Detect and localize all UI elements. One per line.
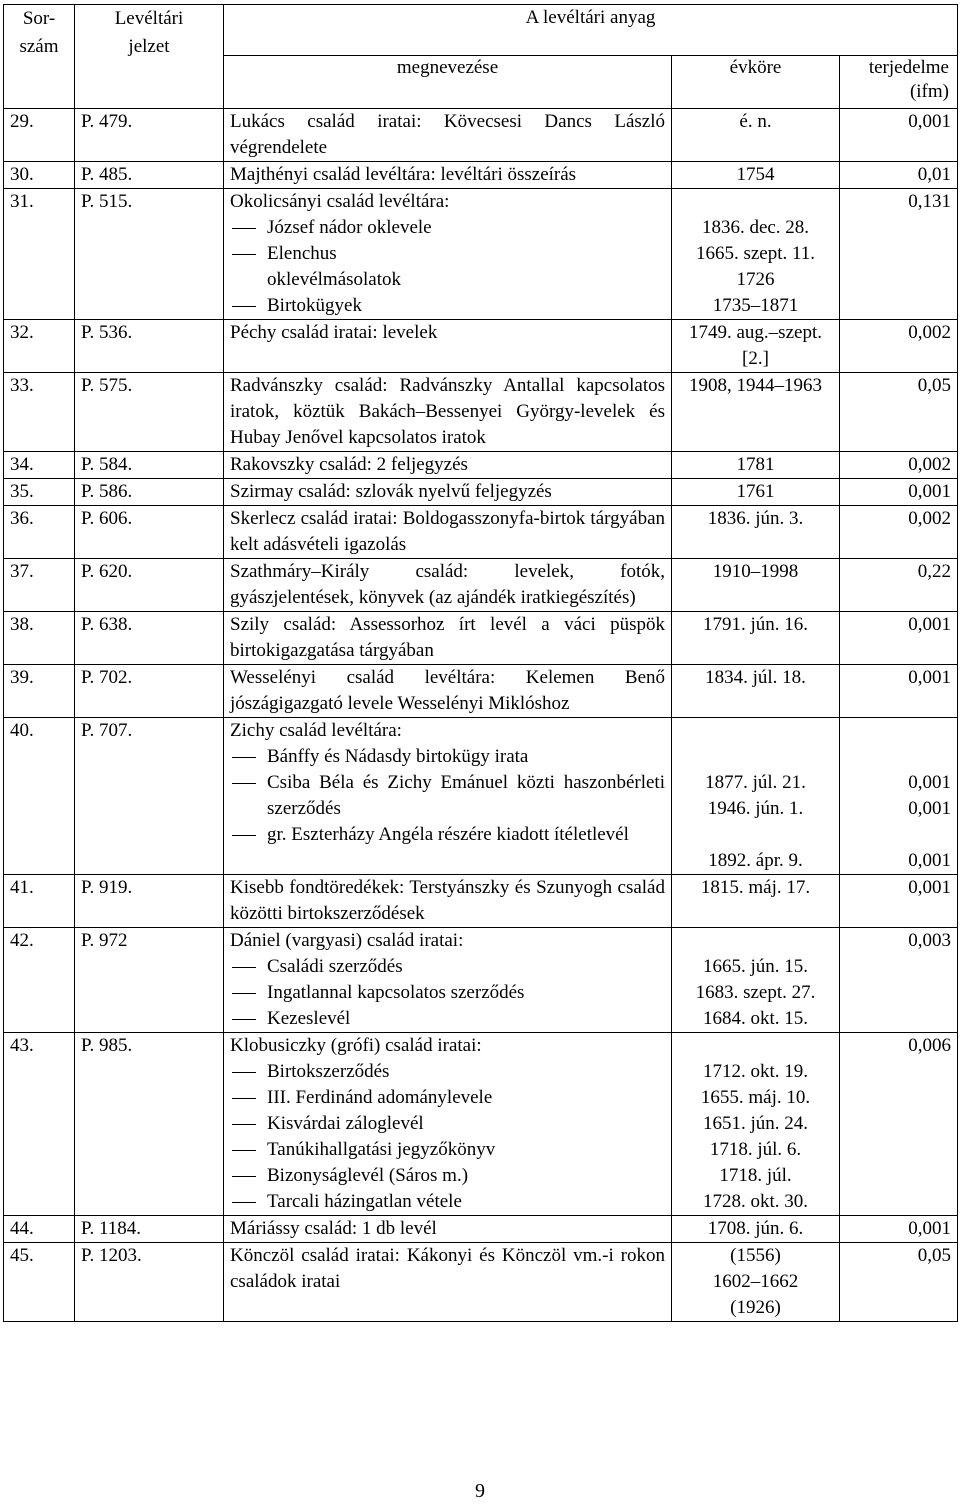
header-desc: megnevezése — [224, 56, 672, 109]
sub-item: Csiba Béla és Zichy Emánuel közti haszonbérleti szerződés — [230, 770, 665, 822]
row-years — [672, 506, 840, 559]
year-line: 1946. jún. 1. — [707, 798, 804, 819]
description-text: Majthényi család levéltára: levéltári összeírás — [230, 164, 577, 185]
extent-line: 0,001 — [908, 850, 951, 871]
year-line: 1602–1662 — [712, 1271, 799, 1292]
extent-line — [846, 822, 951, 848]
row-description — [224, 373, 672, 452]
table-row — [4, 189, 958, 320]
row-number: 33. — [4, 373, 75, 452]
sub-item: József nádor oklevele — [230, 215, 665, 241]
row-description — [224, 162, 672, 189]
row-reference: P. 485. — [75, 162, 224, 189]
row-number: 44. — [4, 1216, 75, 1243]
description-text: Dániel (vargyasi) család iratai: — [230, 930, 464, 951]
table-row — [4, 1033, 958, 1216]
table-row — [4, 320, 958, 373]
page-number: 9 — [475, 1480, 485, 1502]
row-reference: P. 702. — [75, 665, 224, 718]
year-line — [678, 189, 833, 215]
row-years — [672, 559, 840, 612]
row-reference: P. 1203. — [75, 1243, 224, 1322]
row-number: 45. — [4, 1243, 75, 1322]
table-row — [4, 162, 958, 189]
row-number: 31. — [4, 189, 75, 320]
year-line: 1728. okt. 30. — [702, 1191, 809, 1212]
row-years — [672, 928, 840, 1033]
row-reference: P. 479. — [75, 109, 224, 162]
row-years — [672, 718, 840, 875]
table-row — [4, 665, 958, 718]
description-text: Klobusiczky (grófi) család iratai: — [230, 1035, 482, 1056]
sub-item: oklevélmásolatok — [267, 269, 402, 290]
row-description — [224, 189, 672, 320]
sub-item: Kisvárdai záloglevél — [230, 1111, 665, 1137]
row-extent: 0,05 — [840, 373, 958, 452]
year-line: 1836. jún. 3. — [707, 508, 804, 529]
row-number: 37. — [4, 559, 75, 612]
year-line: 1791. jún. 16. — [702, 614, 809, 635]
table-row — [4, 559, 958, 612]
row-number: 32. — [4, 320, 75, 373]
row-years — [672, 665, 840, 718]
year-line: 1781 — [736, 454, 775, 475]
row-extent: 0,002 — [840, 506, 958, 559]
year-line — [678, 928, 833, 954]
sub-item: Tarcali házingatlan vétele — [230, 1189, 665, 1215]
row-description — [224, 718, 672, 875]
table-row — [4, 479, 958, 506]
row-extent: 0,001 — [840, 109, 958, 162]
row-extent: 0,001 — [840, 665, 958, 718]
year-line: (1926) — [730, 1297, 781, 1318]
row-reference: P. 575. — [75, 373, 224, 452]
year-line: 1877. júl. 21. — [705, 772, 806, 793]
row-extent — [840, 718, 958, 875]
year-line: é. n. — [739, 111, 772, 132]
row-reference: P. 972 — [75, 928, 224, 1033]
table-row — [4, 373, 958, 452]
row-description — [224, 1216, 672, 1243]
table-row — [4, 612, 958, 665]
year-line: 1708. jún. 6. — [707, 1218, 804, 1239]
row-reference: P. 1184. — [75, 1216, 224, 1243]
row-years — [672, 1216, 840, 1243]
row-reference: P. 919. — [75, 875, 224, 928]
row-description — [224, 612, 672, 665]
row-description — [224, 875, 672, 928]
row-number: 35. — [4, 479, 75, 506]
row-description — [224, 452, 672, 479]
year-line: 1815. máj. 17. — [700, 877, 811, 898]
year-line: 1892. ápr. 9. — [708, 850, 803, 871]
table-row — [4, 875, 958, 928]
row-reference: P. 584. — [75, 452, 224, 479]
row-extent: 0,22 — [840, 559, 958, 612]
description-text: Rakovszky család: 2 feljegyzés — [230, 454, 468, 475]
description-text: Lukács család iratai: Kövecsesi Dancs László végrendelete — [230, 111, 665, 158]
year-line: 1908, 1944–1963 — [689, 375, 822, 396]
archive-table — [3, 4, 958, 1322]
extent-line: 0,001 — [908, 798, 951, 819]
row-reference: P. 707. — [75, 718, 224, 875]
row-years — [672, 1033, 840, 1216]
year-line: 1683. szept. 27. — [695, 982, 816, 1003]
row-reference: P. 586. — [75, 479, 224, 506]
year-line: 1834. júl. 18. — [705, 667, 806, 688]
row-reference: P. 638. — [75, 612, 224, 665]
row-years — [672, 1243, 840, 1322]
year-line: [2.] — [742, 348, 769, 369]
row-description — [224, 928, 672, 1033]
row-number: 42. — [4, 928, 75, 1033]
table-row — [4, 1216, 958, 1243]
row-years — [672, 320, 840, 373]
row-number: 29. — [4, 109, 75, 162]
extent-line — [846, 744, 951, 770]
row-number: 43. — [4, 1033, 75, 1216]
year-line: 1726 — [736, 269, 775, 290]
row-years — [672, 612, 840, 665]
table-row — [4, 1243, 958, 1322]
header-no: Sor- szám — [4, 5, 75, 109]
year-line: 1910–1998 — [712, 561, 799, 582]
row-number: 41. — [4, 875, 75, 928]
row-years — [672, 189, 840, 320]
year-line: 1684. okt. 15. — [702, 1008, 809, 1029]
year-line: 1735–1871 — [712, 295, 799, 316]
row-description — [224, 1243, 672, 1322]
table-row — [4, 452, 958, 479]
row-extent: 0,001 — [840, 875, 958, 928]
header-ref: Levéltári jelzet — [75, 5, 224, 109]
header-group: A levéltári anyag — [224, 5, 958, 56]
description-text: Könczöl család iratai: Kákonyi és Könczöl vm.-i rokon családok iratai — [230, 1245, 665, 1292]
description-text: Zichy család levéltára: — [230, 720, 402, 741]
year-line: 1718. júl. 6. — [709, 1139, 802, 1160]
row-extent: 0,001 — [840, 1216, 958, 1243]
description-text: Wesselényi család levéltára: Kelemen Benő jószágigazgató levele Wesselényi Miklóshoz — [230, 667, 665, 714]
sub-item: Birtokügyek — [230, 293, 665, 319]
row-number: 34. — [4, 452, 75, 479]
year-line: 1749. aug.–szept. — [689, 322, 822, 343]
description-text: Péchy család iratai: levelek — [230, 322, 438, 343]
row-number: 39. — [4, 665, 75, 718]
description-text: Szily család: Assessorhoz írt levél a váci püspök birtokigazgatása tárgyában — [230, 614, 665, 661]
sub-item: gr. Eszterházy Angéla részére kiadott ítéletlevél — [230, 822, 665, 848]
year-line: 1712. okt. 19. — [702, 1061, 809, 1082]
description-text: Kisebb fondtöredékek: Terstyánszky és Szunyogh család közötti birtokszerződések — [230, 877, 665, 924]
year-line — [678, 822, 833, 848]
extent-line — [846, 718, 951, 744]
row-years — [672, 479, 840, 506]
description-text: Szathmáry–Király család: levelek, fotók, gyászjelentések, könyvek (az ajándék iratkiegészítés) — [230, 561, 665, 608]
row-extent: 0,01 — [840, 162, 958, 189]
year-line: 1665. jún. 15. — [702, 956, 809, 977]
sub-item: Birtokszerződés — [230, 1059, 665, 1085]
sub-item: III. Ferdinánd adománylevele — [230, 1085, 665, 1111]
sub-item: Bánffy és Nádasdy birtokügy irata — [230, 744, 665, 770]
description-text: Skerlecz család iratai: Boldogasszonyfa-birtok tárgyában kelt adásvételi igazolás — [230, 508, 665, 555]
header-extent: terjedelme (ifm) — [840, 56, 958, 109]
table-row — [4, 928, 958, 1033]
row-extent: 0,001 — [840, 612, 958, 665]
row-description — [224, 1033, 672, 1216]
header-years: évköre — [672, 56, 840, 109]
row-reference: P. 985. — [75, 1033, 224, 1216]
row-years — [672, 875, 840, 928]
year-line: 1836. dec. 28. — [701, 217, 810, 238]
sub-item: Családi szerződés — [230, 954, 665, 980]
year-line: 1718. júl. — [719, 1165, 792, 1186]
sub-item: Kezeslevél — [230, 1006, 665, 1032]
year-line — [678, 744, 833, 770]
table-row — [4, 506, 958, 559]
row-description — [224, 109, 672, 162]
row-extent: 0,003 — [840, 928, 958, 1033]
year-line — [678, 718, 833, 744]
description-text: Szirmay család: szlovák nyelvű feljegyzés — [230, 481, 552, 502]
year-line: 1665. szept. 11. — [695, 243, 816, 264]
row-description — [224, 320, 672, 373]
row-extent: 0,131 — [840, 189, 958, 320]
row-description — [224, 665, 672, 718]
sub-item: Bizonyságlevél (Sáros m.) — [230, 1163, 665, 1189]
row-number: 30. — [4, 162, 75, 189]
row-reference: P. 515. — [75, 189, 224, 320]
year-line: 1761 — [736, 481, 775, 502]
row-extent: 0,002 — [840, 452, 958, 479]
sub-item: Tanúkihallgatási jegyzőkönyv — [230, 1137, 665, 1163]
row-extent: 0,05 — [840, 1243, 958, 1322]
row-description — [224, 559, 672, 612]
row-extent: 0,006 — [840, 1033, 958, 1216]
row-years — [672, 162, 840, 189]
row-description — [224, 506, 672, 559]
description-text: Okolicsányi család levéltára: — [230, 191, 450, 212]
row-extent: 0,002 — [840, 320, 958, 373]
year-line: 1651. jún. 24. — [702, 1113, 809, 1134]
row-reference: P. 620. — [75, 559, 224, 612]
table-row — [4, 718, 958, 875]
year-line: 1655. máj. 10. — [700, 1087, 811, 1108]
row-extent: 0,001 — [840, 479, 958, 506]
row-years — [672, 373, 840, 452]
year-line — [678, 1033, 833, 1059]
year-line: (1556) — [730, 1245, 781, 1266]
extent-line: 0,001 — [908, 772, 951, 793]
row-years — [672, 452, 840, 479]
row-reference: P. 536. — [75, 320, 224, 373]
row-reference: P. 606. — [75, 506, 224, 559]
description-text: Radvánszky család: Radvánszky Antallal kapcsolatos iratok, köztük Bakách–Bessenyei György-levelek és Hubay Jenővel kapcsolatos iratok — [230, 375, 665, 448]
row-number: 40. — [4, 718, 75, 875]
description-text: Máriássy család: 1 db levél — [230, 1218, 437, 1239]
sub-item: Elenchus — [230, 241, 665, 267]
year-line: 1754 — [736, 164, 775, 185]
sub-item: Ingatlannal kapcsolatos szerződés — [230, 980, 665, 1006]
row-number: 38. — [4, 612, 75, 665]
row-number: 36. — [4, 506, 75, 559]
row-years — [672, 109, 840, 162]
table-row — [4, 109, 958, 162]
row-description — [224, 479, 672, 506]
